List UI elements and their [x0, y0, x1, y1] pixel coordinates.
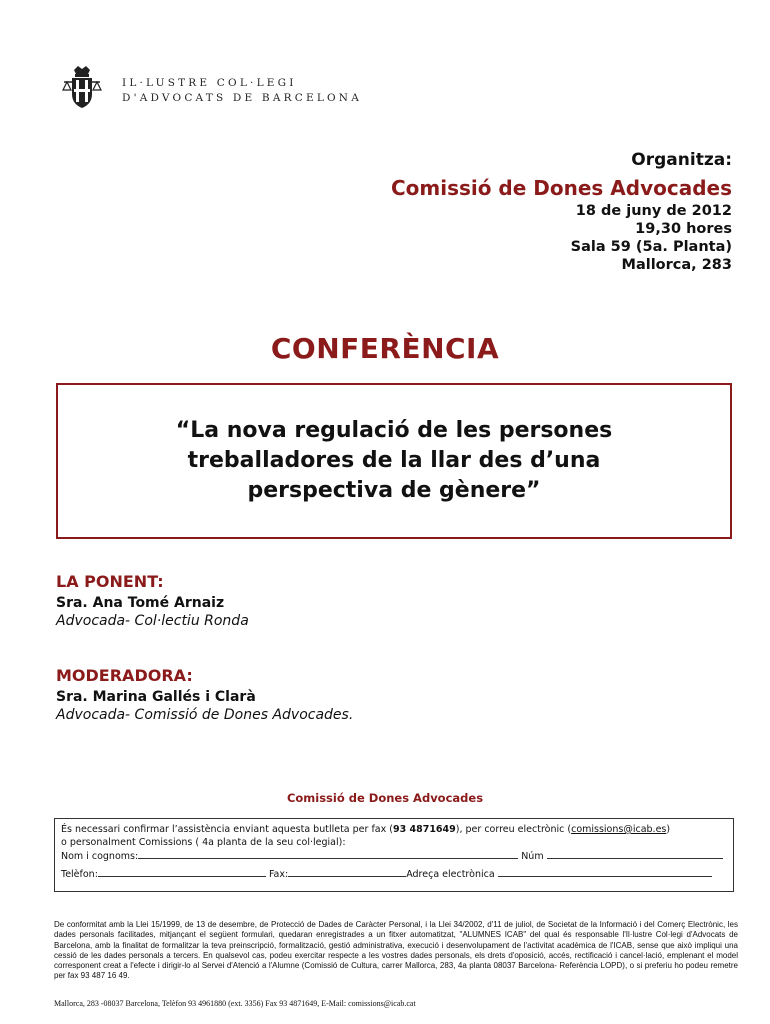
instructions-text-2: ), per correu electrònic (: [455, 824, 572, 835]
institution-name-line2: D'ADVOCATS DE BARCELONA: [122, 92, 362, 104]
data-protection-notice: De conformitat amb la Llei 15/1999, de 13 de desembre, de Protecció de Dades de Caràcter Personal, i la Llei 34/2002, d'11 de juliol, de Societat de la Informació i del Comerç Electrònic, les dades personals facilitades, mitjançant el següent formulari, quedaran enregistrades a un fitxer automatitzat, "ALUMNES ICAB" del qual és responsable l'Il·lustre Col·legi d'Advocats de Barcelona, amb la finalitat de formalitzar la teva preinscripció, formalització, gestió administrativa, execució i desenvolupament de l'activitat acadèmica de l'ICAB, sense que això impliqui una cessió de les dades personals a tercers. En qualsevol cas, podeu exercitar respecte a les vostres dades personals, els drets d'oposició, accés, rectificació i cancel·lació, emplenant el model corresponent creat a l'efecte i dirigir-lo al Servei d'Atenció a l'Alumne (Comissió de Cultura, carrer Mallorca, 283, 4a planta 08037 Barcelona- Referència LOPD), o si preferiu ho podeu remetre per fax 93 487 16 49.: [54, 920, 738, 981]
name-field[interactable]: [138, 849, 518, 859]
phone-field[interactable]: [98, 867, 266, 877]
event-time: 19,30 hores: [635, 221, 732, 237]
form-instructions-line1: [61, 823, 727, 836]
footer-contact: Mallorca, 283 -08037 Barcelona, Telèfon 93 4961880 (ext. 3356) Fax 93 4871649, E-Mail: comissions@icab.cat: [54, 999, 416, 1008]
form-row-name: [61, 849, 727, 863]
event-room: Sala 59 (5a. Planta): [570, 239, 732, 255]
institution-name-line1: IL·LUSTRE COL·LEGI: [122, 77, 297, 89]
conference-topic-box: [56, 383, 732, 539]
fax-field[interactable]: [288, 867, 406, 877]
speaker-section: [56, 572, 249, 629]
fax-number: 93 4871649: [392, 824, 456, 835]
speaker-role: Advocada- Col·lectiu Ronda: [56, 613, 249, 629]
event-date: 18 de juny de 2012: [575, 203, 732, 219]
number-field[interactable]: [547, 849, 723, 859]
conference-title: CONFERÈNCIA: [270, 332, 500, 365]
registration-form: [54, 818, 734, 892]
conference-topic: [114, 416, 674, 506]
speaker-heading: LA PONENT:: [56, 572, 164, 591]
institution-name: [122, 76, 362, 106]
form-title: Comissió de Dones Advocades: [286, 791, 484, 805]
moderator-name: Sra. Marina Gallés i Clarà: [56, 689, 256, 705]
topic-line2: treballadores de la llar des d’una: [187, 448, 601, 473]
moderator-heading: MODERADORA:: [56, 666, 193, 685]
organizer-label: Organitza:: [631, 150, 732, 170]
organizer-name: Comissió de Dones Advocades: [390, 176, 732, 200]
number-label: Núm: [521, 851, 544, 862]
speaker-name: Sra. Ana Tomé Arnaiz: [56, 595, 225, 611]
email-field[interactable]: [498, 867, 712, 877]
email-link[interactable]: comissions@icab.es: [571, 824, 667, 835]
bar-association-crest-icon: [62, 66, 102, 110]
instructions-text: És necessari confirmar l’assistència enviant aquesta butlleta per fax (: [61, 824, 393, 835]
instructions-text-3: ): [666, 824, 671, 835]
organizer-block: [391, 150, 732, 274]
topic-line3: perspectiva de gènere”: [247, 478, 541, 503]
phone-label: Telèfon:: [61, 869, 98, 880]
name-label: Nom i cognoms:: [61, 851, 139, 862]
email-label: Adreça electrònica: [406, 869, 495, 880]
event-address: Mallorca, 283: [621, 257, 732, 273]
fax-label: Fax:: [268, 869, 289, 880]
form-instructions-line2: o personalment Comissions ( 4a planta de la seu col·legial):: [61, 837, 346, 848]
moderator-role: Advocada- Comissió de Dones Advocades.: [56, 707, 354, 723]
moderator-section: [56, 666, 353, 723]
topic-line1: “La nova regulació de les persones: [175, 418, 613, 443]
form-row-contact: [61, 867, 727, 881]
